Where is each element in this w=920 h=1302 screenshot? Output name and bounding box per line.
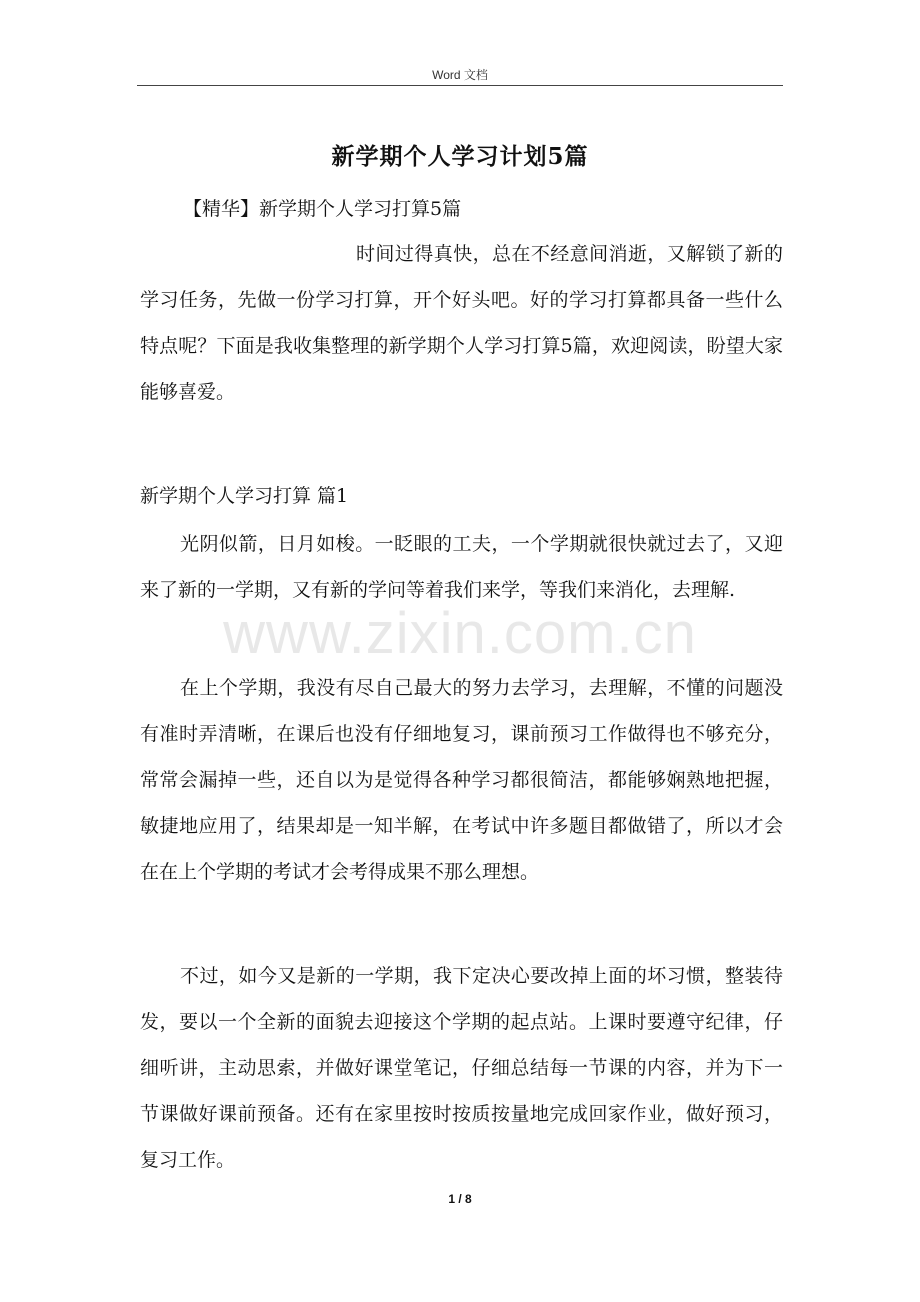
- document-header-label: Word 文档: [432, 68, 488, 82]
- document-subtitle: 【精华】新学期个人学习打算5篇: [183, 198, 462, 220]
- body-paragraph-1: 光阴似箭，日月如梭。一眨眼的工夫，一个学期就很快就过去了，又迎来了新的一学期，又有新的学问等着我们来学，等我们来消化，去理解.: [140, 533, 783, 601]
- page-indicator: 1 / 8: [448, 1192, 472, 1206]
- document-title: 新学期个人学习计划5篇: [331, 143, 589, 170]
- header-divider: [137, 85, 783, 86]
- section-heading: 新学期个人学习打算 篇1: [140, 485, 349, 507]
- body-paragraph-2: 在上个学期，我没有尽自己最大的努力去学习，去理解，不懂的问题没有准时弄清晰，在课后也没有仔细地复习，课前预习工作做得也不够充分，常常会漏掉一些，还自以为是觉得各种学习都很简洁，都能够娴熟地把握，敏捷地应用了，结果却是一知半解，在考试中许多题目都做错了，所以才会在在上个学期的考试才会考得成果不那么理想。: [140, 677, 783, 883]
- body-paragraph-3: 不过，如今又是新的一学期，我下定决心要改掉上面的坏习惯，整装待发，要以一个全新的面貌去迎接这个学期的起点站。上课时要遵守纪律，仔细听讲，主动思索，并做好课堂笔记，仔细总结每一节课的内容，并为下一节课做好课前预备。还有在家里按时按质按量地完成回家作业，做好预习，复习工作。: [140, 965, 783, 1171]
- watermark: www.zixin.com.cn: [223, 601, 697, 666]
- intro-paragraph: 时间过得真快，总在不经意间消逝，又解锁了新的学习任务，先做一份学习打算，开个好头吧。好的学习打算都具备一些什么特点呢？下面是我收集整理的新学期个人学习打算5篇，欢迎阅读，盼望大家能够喜爱。: [140, 243, 783, 403]
